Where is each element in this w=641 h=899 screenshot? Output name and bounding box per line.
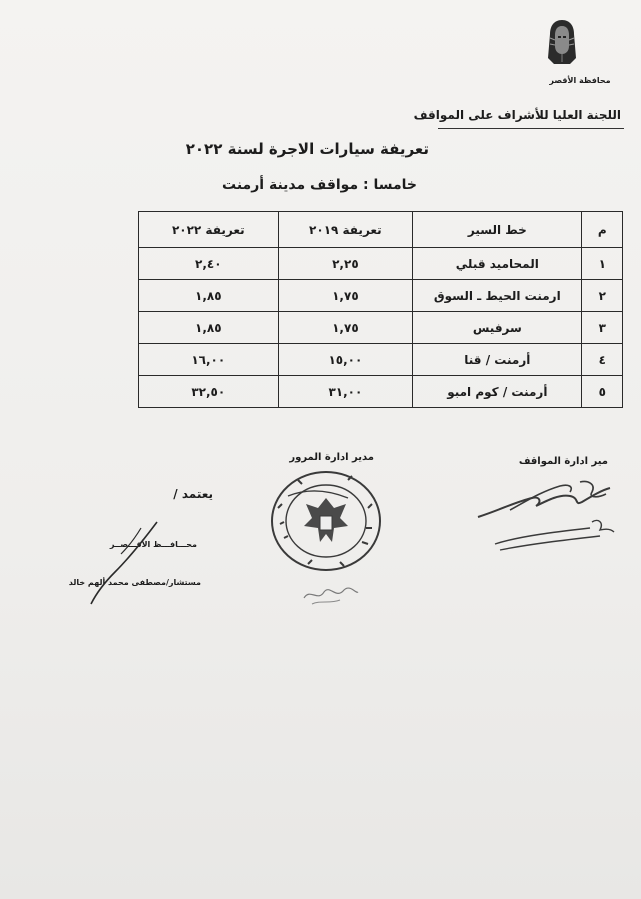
- row-num: ١: [582, 248, 623, 280]
- row-tariff-2022: ٣٢,٥٠: [139, 376, 279, 408]
- table-row: [139, 344, 623, 376]
- header-tariff-2019: تعريفة ٢٠١٩: [278, 212, 413, 248]
- header-route: خط السير: [413, 212, 582, 248]
- row-num: ٢: [582, 280, 623, 312]
- committee-title: اللجنة العليا للأشراف على المواقف: [413, 108, 621, 122]
- row-tariff-2019: ٢,٢٥: [278, 248, 413, 280]
- table-row: [139, 376, 623, 408]
- header-tariff-2022: تعريفة ٢٠٢٢: [139, 212, 279, 248]
- table-row: [139, 248, 623, 280]
- governor-signature: [85, 518, 165, 608]
- row-num: ٥: [582, 376, 623, 408]
- eagle-seal-icon: [268, 468, 384, 574]
- governorate-name: محافظة الأقصر: [549, 76, 611, 85]
- row-num: ٤: [582, 344, 623, 376]
- pharaoh-mask-icon: [546, 18, 578, 66]
- document-subtitle: خامسا : مواقف مدينة أرمنت: [222, 177, 417, 193]
- governor-title: محـــافـــظ الأقـــصــر: [109, 540, 197, 549]
- row-tariff-2019: ١,٧٥: [278, 312, 413, 344]
- row-num: ٣: [582, 312, 623, 344]
- table-header-row: [139, 212, 623, 248]
- row-tariff-2019: ١٥,٠٠: [278, 344, 413, 376]
- row-route: سرفيس: [413, 312, 582, 344]
- row-tariff-2022: ٢,٤٠: [139, 248, 279, 280]
- row-route: المحاميد قبلي: [413, 248, 582, 280]
- row-route: أرمنت / كوم امبو: [413, 376, 582, 408]
- stamp-scribble: [300, 580, 360, 608]
- row-tariff-2022: ١,٨٥: [139, 280, 279, 312]
- traffic-manager-label: مدير ادارة المرور: [289, 452, 374, 463]
- approved-label: يعتمد /: [173, 487, 213, 501]
- row-tariff-2019: ١,٧٥: [278, 280, 413, 312]
- table-row: [139, 312, 623, 344]
- header-underline: [438, 128, 624, 129]
- document-title: تعريفة سيارات الاجرة لسنة ٢٠٢٢: [185, 140, 429, 158]
- table-row: [139, 280, 623, 312]
- row-tariff-2019: ٣١,٠٠: [278, 376, 413, 408]
- row-tariff-2022: ١٦,٠٠: [139, 344, 279, 376]
- parking-manager-signature: [470, 472, 620, 567]
- row-tariff-2022: ١,٨٥: [139, 312, 279, 344]
- parking-manager-label: مير ادارة المواقف: [518, 456, 608, 467]
- tariff-table: [138, 211, 623, 408]
- governor-name: مستشار/مصطفى محمد ألهم خالد: [68, 578, 201, 587]
- row-route: ارمنت الحيط ـ السوق: [413, 280, 582, 312]
- header-num: م: [582, 212, 623, 248]
- row-route: أرمنت / قنا: [413, 344, 582, 376]
